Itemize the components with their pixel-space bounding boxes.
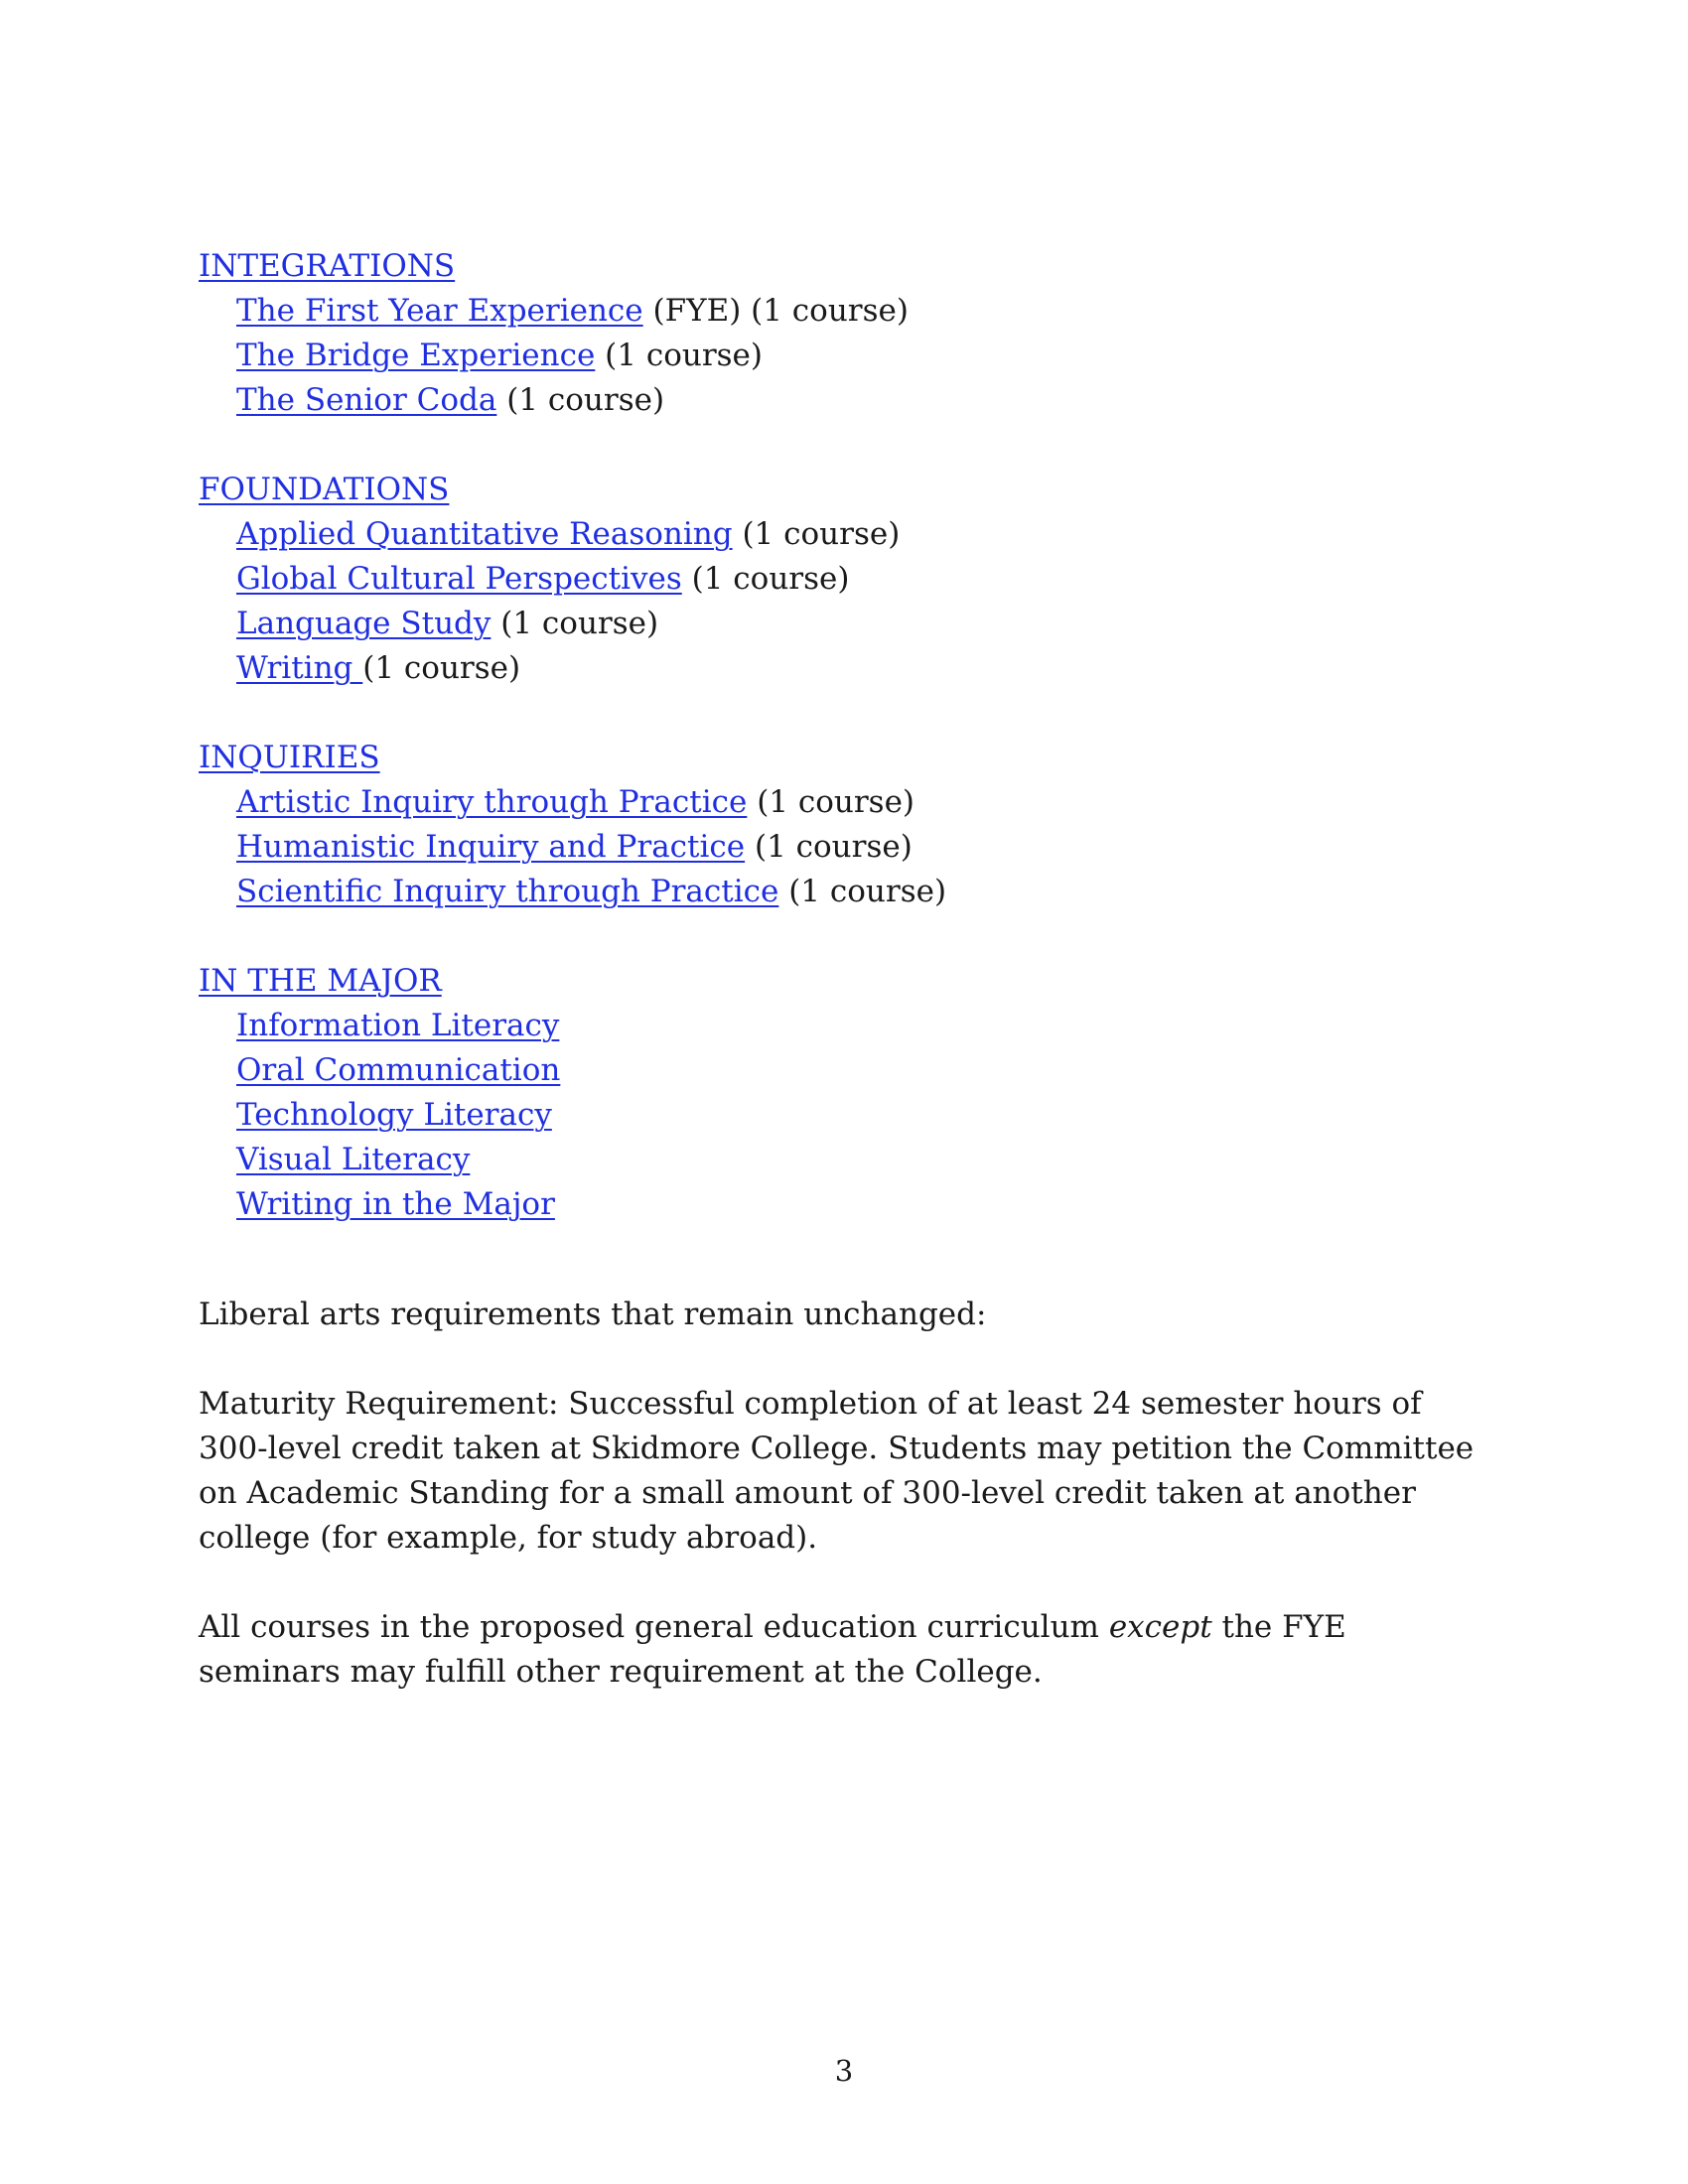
list-item <box>199 870 1489 914</box>
section-integrations <box>199 244 1489 423</box>
list-item <box>199 512 1489 557</box>
list-item <box>199 1004 1489 1048</box>
list-item <box>199 780 1489 825</box>
global-cultural-perspectives-link[interactable]: Global Cultural Perspectives <box>236 561 682 597</box>
list-item <box>199 1182 1489 1227</box>
item-suffix: (1 course) <box>732 516 901 552</box>
section-foundations <box>199 468 1489 691</box>
section-heading-integrations-link[interactable]: INTEGRATIONS <box>199 248 456 284</box>
item-suffix: (1 course) <box>778 874 947 909</box>
section-heading-in-the-major-link[interactable]: IN THE MAJOR <box>199 963 442 999</box>
oral-communication-link[interactable]: Oral Communication <box>236 1052 561 1088</box>
senior-coda-link[interactable]: The Senior Coda <box>236 382 497 418</box>
section-heading-inquiries-link[interactable]: INQUIRIES <box>199 740 380 775</box>
list-item <box>199 557 1489 602</box>
list-item <box>199 646 1489 691</box>
section-heading-line <box>199 244 1489 289</box>
artistic-inquiry-link[interactable]: Artistic Inquiry through Practice <box>236 784 748 820</box>
item-suffix: (1 course) <box>747 784 915 820</box>
writing-link[interactable]: Writing <box>236 650 363 686</box>
section-heading-line <box>199 959 1489 1004</box>
item-suffix: (1 course) <box>745 829 913 865</box>
section-inquiries <box>199 736 1489 914</box>
list-item <box>199 378 1489 423</box>
unchanged-requirements-intro: Liberal arts requirements that remain unchanged: <box>199 1297 987 1332</box>
list-item <box>199 1048 1489 1093</box>
item-suffix: (1 course) <box>491 606 659 641</box>
item-suffix: (1 course) <box>595 338 763 373</box>
section-heading-line <box>199 736 1489 780</box>
humanistic-inquiry-link[interactable]: Humanistic Inquiry and Practice <box>236 829 746 865</box>
first-year-experience-link[interactable]: The First Year Experience <box>236 293 643 329</box>
page-number: 3 <box>834 2054 854 2088</box>
item-suffix: (1 course) <box>496 382 665 418</box>
information-literacy-link[interactable]: Information Literacy <box>236 1008 560 1043</box>
page-content <box>199 244 1489 1695</box>
item-suffix: (FYE) (1 course) <box>642 293 909 329</box>
visual-literacy-link[interactable]: Visual Literacy <box>236 1142 471 1177</box>
paragraph-text-after: the FYE seminars may fulfill other requirement at the College. <box>199 1609 1346 1690</box>
section-heading-line <box>199 468 1489 512</box>
list-item <box>199 289 1489 334</box>
technology-literacy-link[interactable]: Technology Literacy <box>236 1097 552 1133</box>
fye-exception-paragraph <box>199 1605 1489 1695</box>
list-item <box>199 825 1489 870</box>
item-suffix: (1 course) <box>681 561 850 597</box>
language-study-link[interactable]: Language Study <box>236 606 492 641</box>
list-item <box>199 602 1489 646</box>
item-suffix: (1 course) <box>362 650 521 686</box>
list-item <box>199 1138 1489 1182</box>
paragraph-text-before: All courses in the proposed general education curriculum <box>199 1609 1109 1645</box>
writing-in-the-major-link[interactable]: Writing in the Major <box>236 1186 555 1222</box>
maturity-requirement-paragraph: Maturity Requirement: Successful completion of at least 24 semester hours of 300-level credit taken at Skidmore College. Students may petition the Committee on Academic Standing for a small amount of 300-level credit taken at another college (for example, for study abroad). <box>199 1386 1475 1556</box>
emphasis-except: except <box>1108 1609 1212 1645</box>
scientific-inquiry-link[interactable]: Scientific Inquiry through Practice <box>236 874 779 909</box>
list-item <box>199 334 1489 378</box>
list-item <box>199 1093 1489 1138</box>
section-in-the-major <box>199 959 1489 1227</box>
applied-quantitative-reasoning-link[interactable]: Applied Quantitative Reasoning <box>236 516 733 552</box>
section-heading-foundations-link[interactable]: FOUNDATIONS <box>199 472 450 507</box>
bridge-experience-link[interactable]: The Bridge Experience <box>236 338 596 373</box>
